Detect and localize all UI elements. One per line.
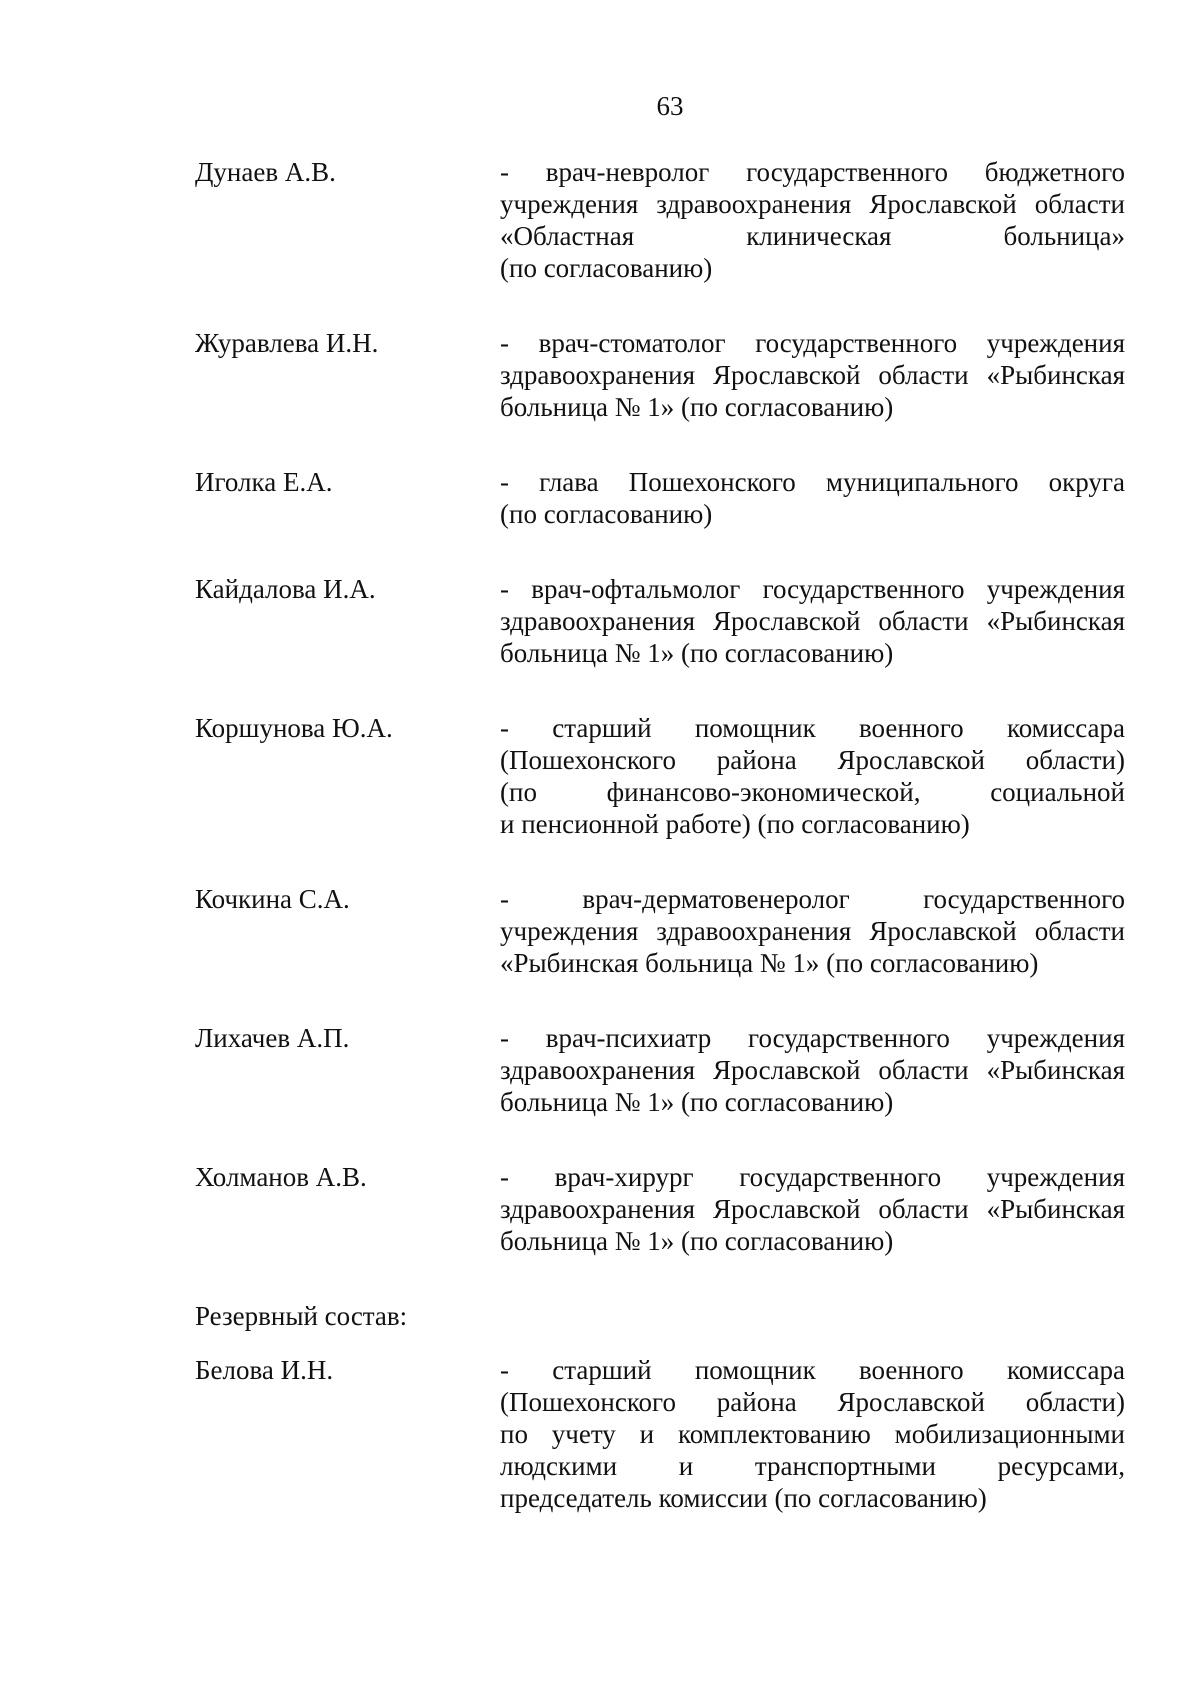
reserve-heading: Резервный состав: — [195, 1301, 408, 1331]
member-entry — [195, 712, 1125, 840]
position-line: учреждения здравоохранения Ярославской области — [500, 916, 1125, 946]
position-line: больница № 1» (по согласованию) — [500, 392, 894, 422]
position-line: (по согласованию) — [500, 253, 713, 283]
reserve-member-entry — [195, 1354, 1125, 1514]
member-position — [500, 1354, 1125, 1514]
position-line: и пенсионной работе) (по согласованию) — [500, 809, 970, 839]
member-name: Лихачев А.П. — [195, 1023, 350, 1053]
position-line: председатель комиссии (по согласованию) — [500, 1483, 987, 1513]
position-line: «Областная клиническая больница» — [500, 221, 1125, 251]
member-name: Холманов А.В. — [195, 1162, 367, 1192]
position-line: - глава Пошехонского муниципального округа — [500, 467, 1125, 497]
position-line: - врач-невролог государственного бюджетного — [500, 157, 1125, 187]
member-position — [500, 327, 1125, 423]
member-name: Иголка Е.А. — [195, 467, 333, 497]
position-line: здравоохранения Ярославской области «Рыбинская — [500, 1194, 1125, 1224]
position-line: (Пошехонского района Ярославской области) — [500, 745, 1125, 775]
member-entry — [195, 327, 1125, 423]
member-name: Кочкина С.А. — [195, 884, 350, 914]
member-position — [500, 712, 1125, 840]
position-line: - врач-офтальмолог государственного учреждения — [500, 574, 1125, 604]
page-number: 63 — [656, 91, 684, 121]
position-line: здравоохранения Ярославской области «Рыбинская — [500, 606, 1125, 636]
member-entry — [195, 883, 1125, 979]
position-line: (по финансово-экономической, социальной — [500, 777, 1125, 807]
member-position — [500, 573, 1125, 669]
position-line: - старший помощник военного комиссара — [500, 713, 1125, 743]
position-line: - врач-дерматовенеролог государственного — [500, 884, 1125, 914]
position-line: по учету и комплектованию мобилизационными — [500, 1419, 1125, 1449]
position-line: больница № 1» (по согласованию) — [500, 638, 894, 668]
member-position — [500, 156, 1125, 284]
member-entry — [195, 573, 1125, 669]
position-line: (Пошехонского района Ярославской области) — [500, 1387, 1125, 1417]
position-line: больница № 1» (по согласованию) — [500, 1226, 894, 1256]
member-position — [500, 466, 1125, 530]
member-entry — [195, 156, 1125, 284]
position-line: больница № 1» (по согласованию) — [500, 1087, 894, 1117]
member-position — [500, 1161, 1125, 1257]
member-entry — [195, 1161, 1125, 1257]
member-entry — [195, 466, 1125, 530]
member-name: Коршунова Ю.А. — [195, 713, 393, 743]
member-position — [500, 883, 1125, 979]
position-line: здравоохранения Ярославской области «Рыбинская — [500, 360, 1125, 390]
position-line: здравоохранения Ярославской области «Рыбинская — [500, 1055, 1125, 1085]
member-name: Белова И.Н. — [195, 1355, 334, 1385]
position-line: учреждения здравоохранения Ярославской области — [500, 189, 1125, 219]
position-line: - врач-психиатр государственного учреждения — [500, 1023, 1125, 1053]
position-line: людскими и транспортными ресурсами, — [500, 1451, 1125, 1481]
commission-member-list — [195, 156, 1125, 1557]
position-line: - врач-хирург государственного учреждения — [500, 1162, 1125, 1192]
position-line: «Рыбинская больница № 1» (по согласованию) — [500, 948, 1039, 978]
member-position — [500, 1022, 1125, 1118]
member-name: Дунаев А.В. — [195, 157, 336, 187]
member-name: Кайдалова И.А. — [195, 574, 376, 604]
member-name: Журавлева И.Н. — [195, 328, 379, 358]
position-line: - старший помощник военного комиссара — [500, 1355, 1125, 1385]
position-line: (по согласованию) — [500, 499, 713, 529]
member-entry — [195, 1022, 1125, 1118]
position-line: - врач-стоматолог государственного учреждения — [500, 328, 1125, 358]
